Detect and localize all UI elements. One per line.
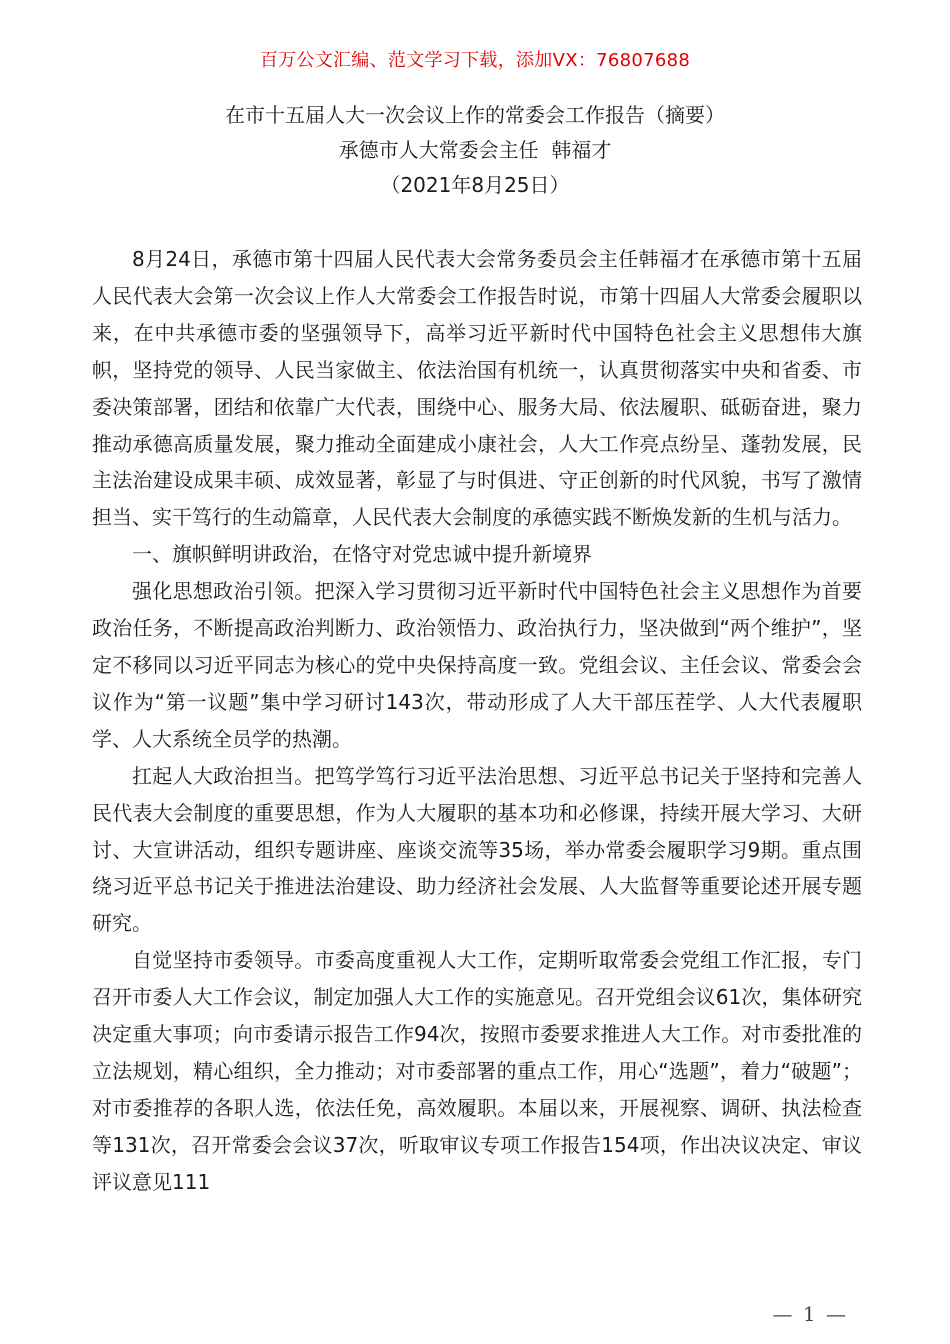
paragraph-intro: 8月24日，承德市第十四届人民代表大会常务委员会主任韩福才在承德市第十五届人民代表大会第一次会议上作人大常委会工作报告时说，市第十四届人大常委会履职以来，在中共承德市委的坚强领导下，高举习近平新时代中国特色社会主义思想伟大旗帜，坚持党的领导、人民当家做主、依法治国有机统一，认真贯彻落实中央和省委、市委决策部署，团结和依靠广大代表，围绕中心、服务大局、依法履职、砥砺奋进，聚力推动承德高质量发展，聚力推动全面建成小康社会，人大工作亮点纷呈、蓬勃发展，民主法治建设成果丰硕、成效显著，彰显了与时俱进、守正创新的时代风貌，书写了激情担当、实干笃行的生动篇章，人民代表大会制度的承德实践不断焕发新的生机与活力。 <box>92 247 862 530</box>
document-title: 在市十五届人大一次会议上作的常委会工作报告（摘要） <box>225 103 725 127</box>
watermark-banner: 百万公文汇编、范文学习下载，添加VX：76807688 <box>259 50 691 71</box>
document-header <box>0 98 950 203</box>
section-heading-1: 一、旗帜鲜明讲政治，在恪守对党忠诚中提升新境界 <box>132 542 592 567</box>
paragraph-thought-guidance: 强化思想政治引领。把深入学习贯彻习近平新时代中国特色社会主义思想作为首要政治任务，不断提高政治判断力、政治领悟力、政治执行力，坚决做到“两个维护”，坚定不移同以习近平同志为核心的党中央保持高度一致。党组会议、主任会议、常委会会议作为“第一议题”集中学习研讨143次，带动形成了人大干部压茬学、人大代表履职学、人大系统全员学的热潮。 <box>92 579 862 751</box>
document-body <box>92 241 862 1201</box>
document-date: （2021年8月25日） <box>380 173 570 197</box>
paragraph-party-leadership: 自觉坚持市委领导。市委高度重视人大工作，定期听取常委会党组工作汇报，专门召开市委人大工作会议，制定加强人大工作的实施意见。召开党组会议61次，集体研究决定重大事项；向市委请示报告工作94次，按照市委要求推进人大工作。对市委批准的立法规划，精心组织，全力推动；对市委部署的重点工作，用心“选题”，着力“破题”；对市委推荐的各职人选，依法任免，高效履职。本届以来，开展视察、调研、执法检查等131次，召开常委会会议37次，听取审议专项工作报告154项，作出决议决定、审议评议意见111 <box>92 948 862 1194</box>
page-number: — 1 — <box>772 1302 848 1326</box>
document-author: 承德市人大常委会主任 韩福才 <box>338 138 612 162</box>
paragraph-political-responsibility: 扛起人大政治担当。把笃学笃行习近平法治思想、习近平总书记关于坚持和完善人民代表大会制度的重要思想，作为人大履职的基本功和必修课，持续开展大学习、大研讨、大宣讲活动，组织专题讲座、座谈交流等35场，举办常委会履职学习9期。重点围绕习近平总书记关于推进法治建设、助力经济社会发展、人大监督等重要论述开展专题研究。 <box>92 763 862 936</box>
